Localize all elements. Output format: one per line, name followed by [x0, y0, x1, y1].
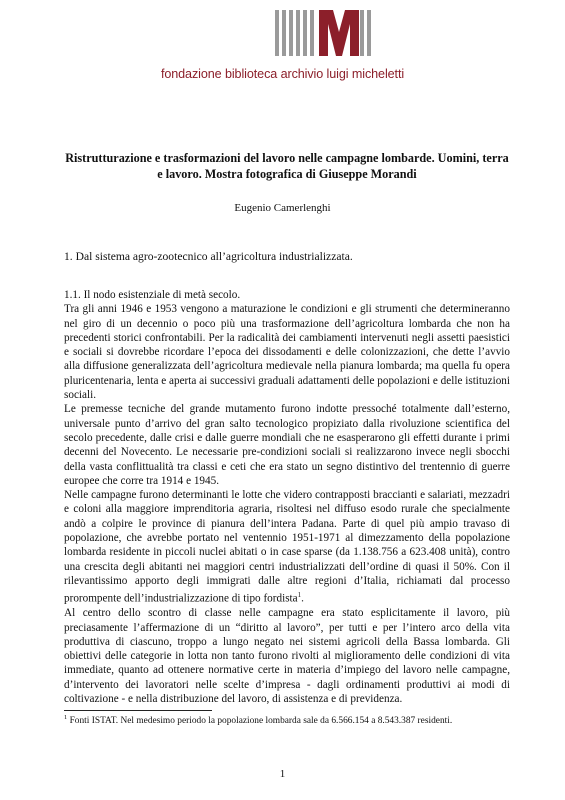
subsection-heading: 1.1. Il nodo esistenziale di metà secolo. — [64, 289, 241, 301]
footnote-text: Fonti ISTAT. Nel medesimo periodo la popolazione lombarda sale da 6.566.154 a 8.543.387 residenti. — [69, 716, 453, 727]
logo-mark-icon — [275, 10, 371, 66]
paragraph: Le premesse tecniche del grande mutamento furono indotte pressoché totalmente dall’esterno, universale punto d’arrivo del gran salto tecnologico propiziato dalla rivoluzione scientifica del secolo precedente, dalle crisi e dalle guerre mondiali che ne esasperarono gli effetti durante i primi decenni del Novecento. Le necessarie pre-condizioni sociali si realizzarono invece negli sbocchi della vasta conflittualità tra classi e ceti che era stato un segno distintivo del trentennio di guerre europee che corre tra 1914 e 1945. — [64, 403, 510, 487]
document-body — [64, 288, 510, 706]
footnote-number: 1 — [64, 714, 68, 721]
paragraph: Tra gli anni 1946 e 1953 vengono a maturazione le condizioni e gli strumenti che determineranno nel giro di un decennio o poco più una trasformazione dell’agricoltura lombarda che non ha precedenti storici confrontabili. Per la radicalità dei cambiamenti intervenuti negli assetti paesistici e sociali si dovrebbe ricordare l’epoca dei dissodamenti e delle colonizzazioni, che dette l’avvio alla diffusione generalizzata dell’agricoltura medievale nella pianura lombarda; ma quella fu opera pluricentenaria, lenta e aperta ai successivi graduali adattamenti delle popolazioni e delle istituzioni sociali. — [64, 303, 510, 402]
footnote — [64, 714, 452, 726]
section-heading: 1. Dal sistema agro-zootecnico all’agricoltura industrializzata. — [64, 250, 353, 263]
page-number: 1 — [279, 768, 286, 780]
footnote-reference[interactable]: 1 — [297, 591, 302, 600]
foundation-logo — [0, 0, 565, 110]
paragraph-end: . — [301, 592, 304, 605]
footnote-divider — [64, 710, 212, 711]
document-title: Ristrutturazione e trasformazioni del lavoro nelle campagne lombarde. Uomini, terra e lavoro. Mostra fotografica di Giuseppe Morandi — [65, 151, 509, 181]
document-author: Eugenio Camerlenghi — [234, 202, 331, 214]
paragraph: Al centro dello scontro di classe nelle campagne era stato esplicitamente il lavoro, più preciasamente l’affermazione di un “diritto al lavoro”, per tutti e per l’intero arco della vita produttiva di ciascuno, troppo a lungo negato nei sistemi agricoli della Bassa lombarda. Gli obiettivi delle categorie in lotta non tanto furono rivolti al miglioramento delle condizioni di vita immediate, quanto ad ottenere normative certe in materia d’impiego del lavoro nelle campagne, d’intervento dei lavoratori nelle scelte d’impresa - dagli ordinamenti produttivi ai modi di coltivazione - e nella distribuzione del lavoro, di assistenza e di previdenza. — [64, 607, 510, 706]
paragraph — [64, 488, 510, 606]
logo-text: fondazione biblioteca archivio luigi micheletti — [160, 67, 405, 81]
paragraph-text: Nelle campagne furono determinanti le lotte che videro contrapposti braccianti e salariati, mezzadri e coloni alla maggiore imprenditoria agraria, risoltesi nel diffuso esodo rurale che specialmente andò a colpire le province di pianura dell’intera Padana. Parte di quel più ampio travaso di popolazione, che avrebbe portato nel ventennio 1951-1971 al dimezzamento della popolazione lombarda residente in piccoli nuclei abitati o in case sparse (da 1.138.756 a 623.408 unità), contro una crescita degli abitanti nei maggiori centri industrializzati dell’ordine di quasi il 50%. Con il rilevantissimo apporto degli immigrati dalle altre regioni d’Italia, richiamati dal processo prorompente dell’industrializzazione di tipo fordista — [64, 489, 510, 605]
